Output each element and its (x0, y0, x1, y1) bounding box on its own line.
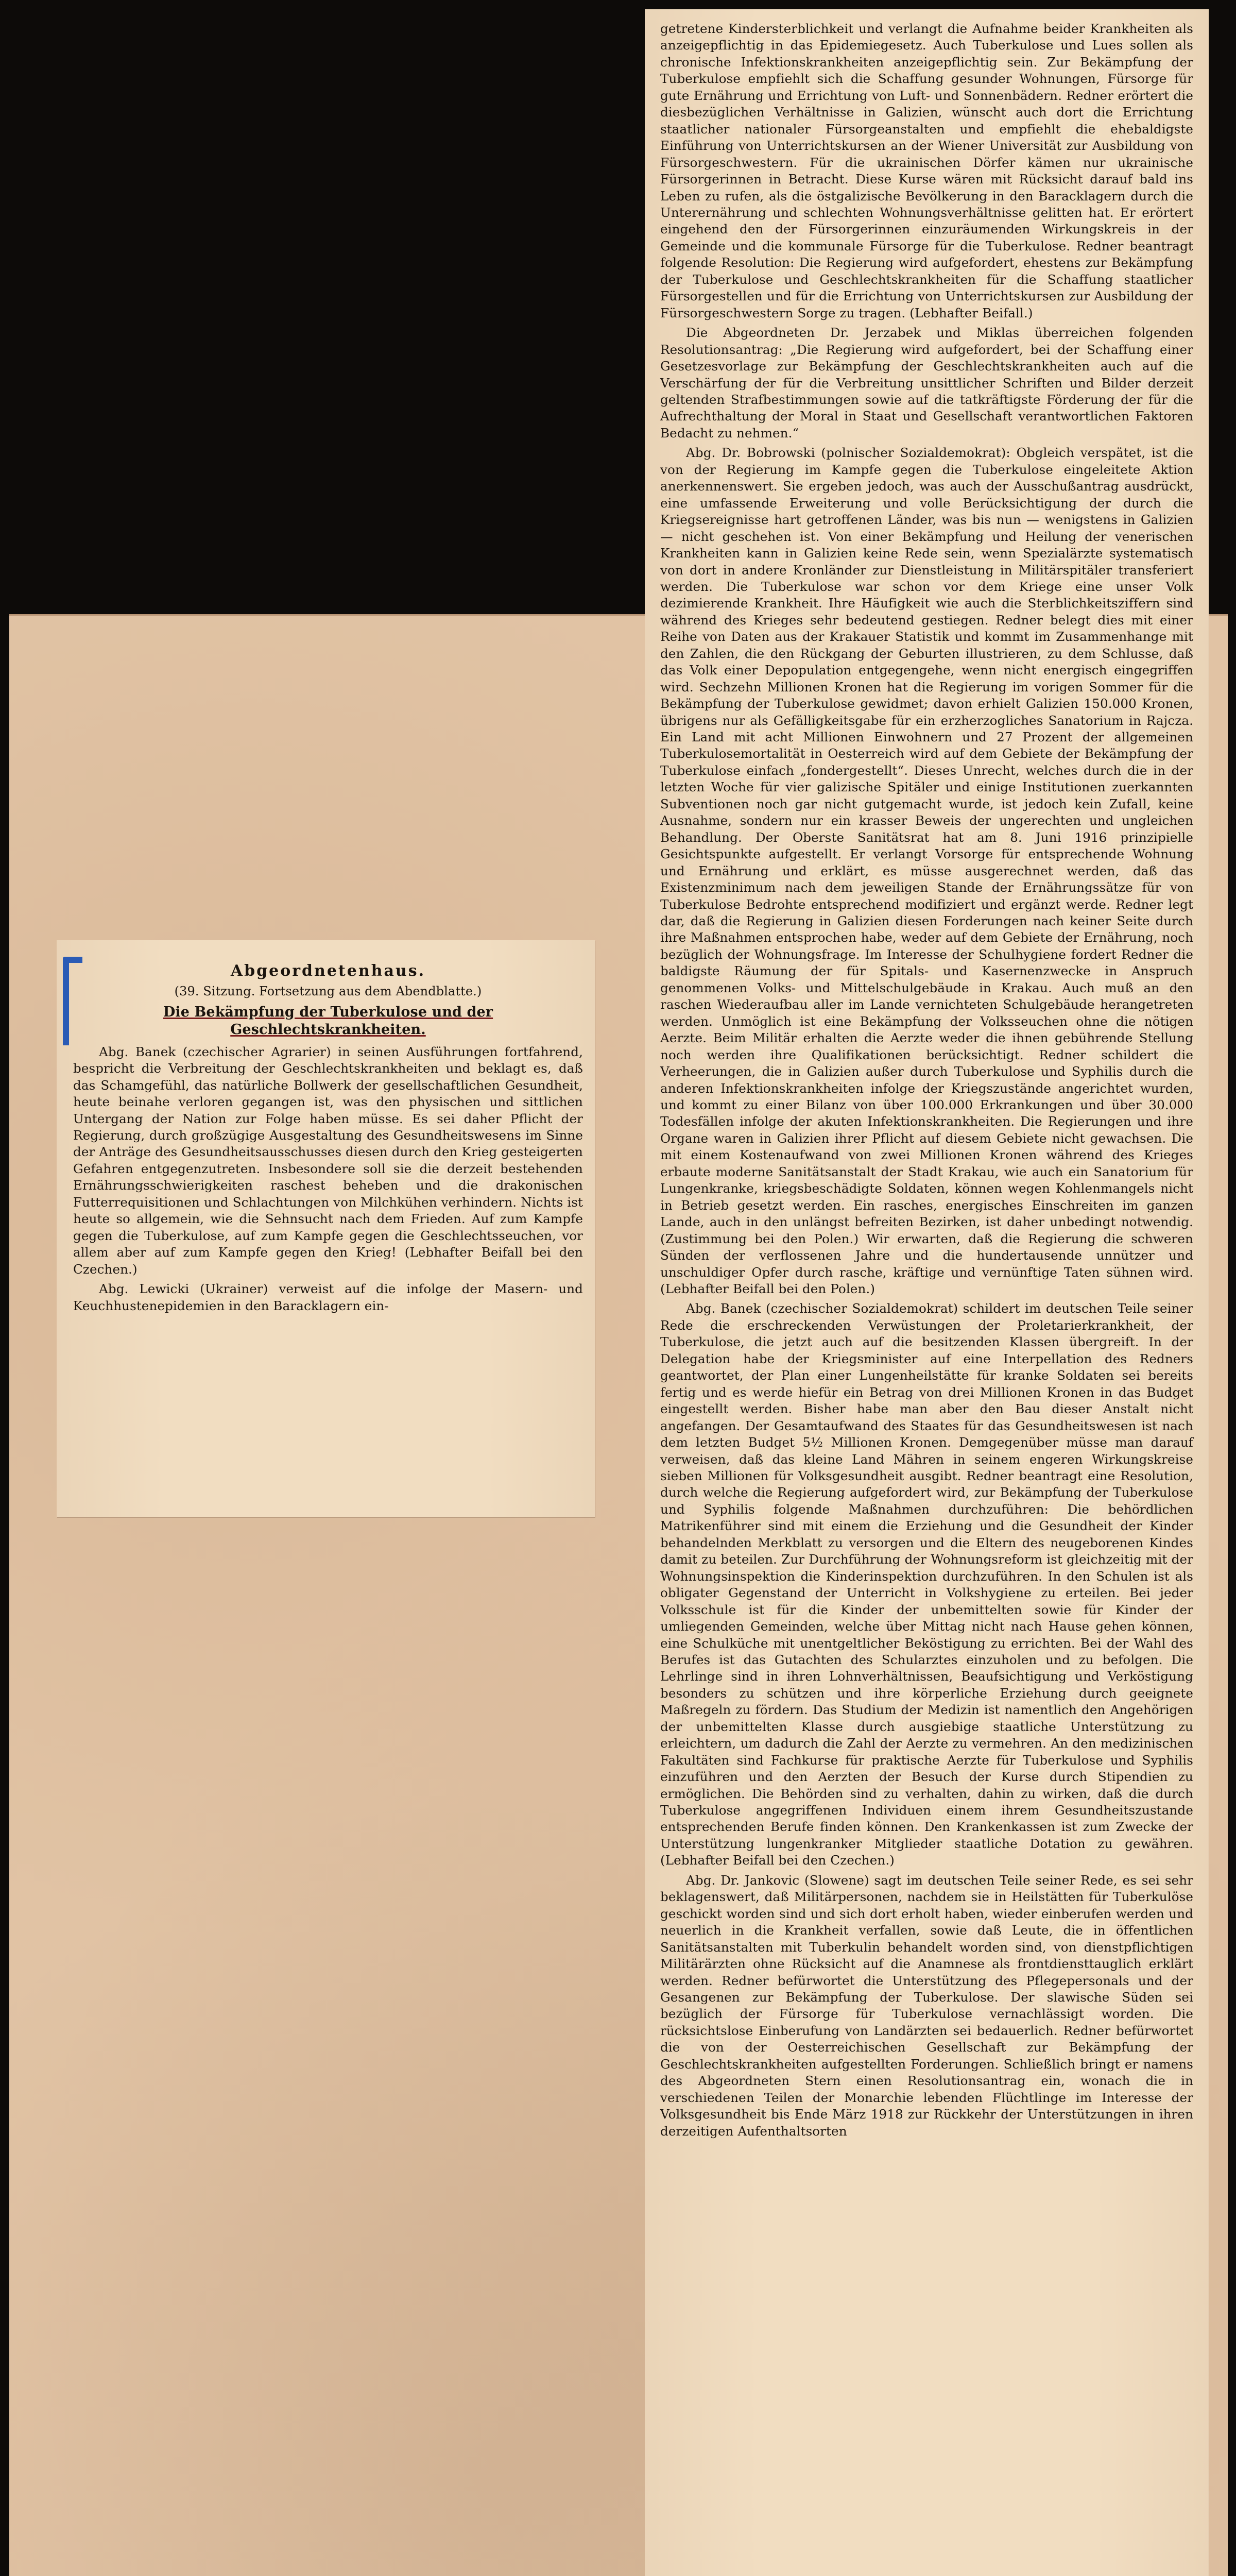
paragraph-lewicki-continued: getretene Kindersterblichkeit und verlangt die Aufnahme beider Krankheiten als anzeigepflichtig in das Epidemiegesetz. Auch Tuberkulose und Lues sollen als chronische Infektionskrankheiten anzeigepflichtig sein. Zur Bekämpfung der Tuberkulose empfiehlt sich die Schaffung gesunder Wohnungen, Fürsorge für gute Ernährung und Errichtung von Luft- und Sonnenbädern. Redner erörtert die diesbezüglichen Verhältnisse in Galizien, wünscht auch dort die Errichtung staatlicher nationaler Fürsorgeanstalten und empfiehlt die ehebaldigste Einführung von Unterrichtskursen an der Wiener Universität zur Ausbildung von Fürsorgeschwestern. Für die ukrainischen Dörfer kämen nur ukrainische Fürsorgerinnen in Betracht. Diese Kurse wären mit Rücksicht darauf bald ins Leben zu rufen, als die östgalizische Bevölkerung in den Baracklagern durch die Unterernährung und schlechten Wohnungsverhältnisse gelitten hat. Er erörtert eingehend den der Fürsorgerinnen einzuräumenden Wirkungskreis in der Gemeinde und die kommunale Fürsorge für die Tuberkulose. Redner beantragt folgende Resolution: Die Regierung wird aufgefordert, ehestens zur Bekämpfung der Tuberkulose und Geschlechtskrankheiten für die Schaffung staatlicher Fürsorgestellen und für die Errichtung von Unterrichtskursen zur Ausbildung der Fürsorgeschwestern Sorge zu tragen. (Lebhafter Beifall.) (660, 21, 1193, 320)
paragraph-banek-social-democrat: Abg. Banek (czechischer Sozialdemokrat) schildert im deutschen Teile seiner Rede die erschreckenden Verwüstungen der Proletarierkrankheit, der Tuberkulose, die jetzt auch auf die besitzenden Klassen übergreift. In der Delegation habe der Kriegsminister auf eine Interpellation des Redners geantwortet, der Plan einer Lungenheilstätte für kranke Soldaten sei bereits fertig und es werde hiefür ein Betrag von drei Millionen Kronen in das Budget eingestellt werden. Bisher habe man aber den Bau dieser Anstalt nicht angefangen. Der Gesamtaufwand des Staates für das Gesundheitswesen ist nach dem letzten Budget 5½ Millionen Kronen. Demgegenüber müsse man darauf verweisen, daß das kleine Land Mähren in seinem engeren Wirkungskreise sieben Millionen für Volksgesundheit ausgibt. Redner beantragt eine Resolution, durch welche die Regierung aufgefordert wird, zur Bekämpfung der Tuberkulose und Syphilis folgende Maßnahmen durchzuführen: Die behördlichen Matrikenführer sind mit einem die Erziehung und die Gesundheit der Kinder behandelnden Merkblatt zu versorgen und die Eltern des neugeborenen Kindes damit zu beteilen. Zur Durchführung der Wohnungsreform ist gleichzeitig mit der Wohnungsinspektion die Kinderinspektion durchzuführen. In den Schulen ist als obligater Gegenstand der Unterricht in Volkshygiene zu erteilen. Bei jeder Volksschule ist für die Kinder der unbemittelten sowie für Kinder der umliegenden Gemeinden, welche über Mittag nicht nach Hause gehen können, eine Schulküche mit unentgeltlicher Beköstigung zu errichten. Bei der Wahl des Berufes ist das Gutachten des Schularztes einzuholen und zu befolgen. Die Lehrlinge sind in ihren Lohnverhältnissen, Beaufsichtigung und Verköstigung besonders zu schützen und ihre körperliche Erziehung durch geeignete Maßregeln zu fördern. Das Studium der Medizin ist namentlich den Angehörigen der unbemittelten Klasse durch ausgiebige staatliche Unterstützung zu erleichtern, um dadurch die Zahl der Aerzte zu vermehren. An den medizinischen Fakultäten sind Fachkurse für praktische Aerzte für Tuberkulose und Syphilis einzuführen und den Aerzten der Besuch der Kurse durch Stipendien zu ermöglichen. Die Behörden sind zu verhalten, dahin zu wirken, daß die durch Tuberkulose angegriffenen Individuen einem ihrem Gesundheitszustande entsprechenden Berufe finden können. Den Krankenkassen ist zum Zwecke der Unterstützung lungenkranker Mitglieder staatliche Dotation zu gewähren. (Lebhafter Beifall bei den Czechen.) (660, 1301, 1193, 1868)
session-line: (39. Sitzung. Fortsetzung aus dem Abendblatte.) (174, 984, 482, 998)
paragraph-jerzabek-miklas: Die Abgeordneten Dr. Jerzabek und Miklas überreichen folgenden Resolutionsantrag: „Die Regierung wird aufgefordert, bei der Schaffung einer Gesetzesvorlage zur Bekämpfung der Geschlechtskrankheiten auch auf die Verschärfung der für die Verbreitung unsittlicher Schriften und Bilder derzeit geltenden Strafbestimmungen sowie auf die tatkräftigste Förderung der für die Aufrechthaltung der Moral in Staat und Gesellschaft verantwortlichen Faktoren Bedacht zu nehmen.“ (660, 325, 1193, 440)
paragraph-bobrowski: Abg. Dr. Bobrowski (polnischer Sozialdemokrat): Obgleich verspätet, ist die von der Regierung im Kampfe gegen die Tuberkulose eingeleitete Aktion anerkennenswert. Sie ergeben jedoch, was auch der Ausschußantrag ausdrückt, eine umfassende Erweiterung und volle Berücksichtigung der durch die Kriegsereignisse hart getroffenen Länder, was bis nun — wenigstens in Galizien — nicht geschehen ist. Von einer Bekämpfung und Heilung der venerischen Krankheiten kann in Galizien keine Rede sein, wenn Spezialärzte systematisch von dort in andere Kronländer zur Dienstleistung in Militärspitäler transferiert werden. Die Tuberkulose war schon vor dem Kriege eine unser Volk dezimierende Krankheit. Ihre Häufigkeit wie auch die Sterblichkeitsziffern sind während des Krieges sehr bedeutend gestiegen. Redner belegt dies mit einer Reihe von Daten aus der Krakauer Statistik und kommt im Zusammenhange mit den Zahlen, die den Rückgang der Geburten illustrieren, zu dem Schlusse, daß das Volk einer Depopulation entgegengehe, wenn nicht energisch eingegriffen wird. Sechzehn Millionen Kronen hat die Regierung im vorigen Sommer für die Bekämpfung der Tuberkulose gewidmet; davon erhielt Galizien 150.000 Kronen, übrigens nur als Gefälligkeitsgabe für ein erzherzogliches Sanatorium in Rajcza. Ein Land mit acht Millionen Einwohnern und 27 Prozent der allgemeinen Tuberkulosemortalität in Oesterreich wird auf dem Gebiete der Bekämpfung der Tuberkulose einfach „fondergestellt“. Dieses Unrecht, welches durch die in der letzten Woche für vier galizische Spitäler und einige Institutionen zuerkannten Subventionen noch gar nicht gutgemacht wurde, ist jedoch kein Zufall, keine Ausnahme, sondern nur ein krasser Beweis der ungerechten und ungleichen Behandlung. Der Oberste Sanitätsrat hat am 8. Juni 1916 prinzipielle Gesichtspunkte aufgestellt. Er verlangt Vorsorge für entsprechende Wohnung und Ernährung und erklärt, es müsse ausgerechnet werden, daß das Existenzminimum nach dem jeweiligen Stande der Ernährungssätze für von Tuberkulose Bedrohte entsprechend modifiziert und ergänzt werde. Redner legt dar, daß die Regierung in Galizien diesen Forderungen nach keiner Seite durch ihre Maßnahmen entsprochen habe, weder auf dem Gebiete der Ernährung, noch bezüglich der Wohnungsfrage. Im Interesse der Schulhygiene fordert Redner die baldigste Räumung der für Spitals- und Kasernenzwecke in Anspruch genommenen Volks- und Mittelschulgebäude in Krakau. Auch muß an den raschen Wiederaufbau aller im Lande vernichteten Schulgebäude herangetreten werden. Unmöglich ist eine Bekämpfung der Volksseuchen ohne die nötigen Aerzte. Beim Militär erhalten die Aerzte weder die ihnen gebührende Stellung noch werden ihre Qualifikationen berücksichtigt. Redner schildert die Verheerungen, die in Galizien außer durch Tuberkulose und Syphilis durch die anderen Infektionskrankheiten infolge der Kriegszustände angerichtet wurden, und kommt zu einer Bilanz von über 100.000 Erkrankungen und über 30.000 Todesfällen infolge der akuten Infektionskrankheiten. Die Regierungen und ihre Organe waren in Galizien ihrer Pflicht auf diesem Gebiete nicht gewachsen. Die mit einem Kostenaufwand von zwei Millionen Kronen während des Krieges erbaute moderne Sanitätsanstalt der Stadt Krakau, wie auch ein Sanatorium für Lungenkranke, kriegsbeschädigte Soldaten, können wegen Kohlenmangels nicht in Betrieb gesetzt werden. Ein rasches, energisches Einschreiten im ganzen Lande, auch in den unlängst befreiten Bezirken, ist daher unbedingt notwendig. (Zustimmung bei den Polen.) Wir erwarten, daß die Regierung die schweren Sünden der verflossenen Jahre und die hundertausende unnützer und unschuldiger Opfer durch rasche, kräftige und vernünftige Taten sühnen wird. (Lebhafter Beifall bei den Polen.) (660, 445, 1193, 1296)
section-title: Abgeordnetenhaus. (230, 962, 426, 980)
left-newspaper-clipping (57, 940, 595, 1517)
article-title-text: Die Bekämpfung der Tuberkulose und der Geschlechtskrankheiten. (163, 1004, 493, 1038)
paragraph-lewicki: Abg. Lewicki (Ukrainer) verweist auf die infolge der Masern- und Keuchhustenepidemien in den Baracklagern ein- (73, 1281, 583, 1313)
header-block (73, 961, 583, 1039)
right-newspaper-clipping (645, 9, 1209, 2576)
article-title (73, 1004, 583, 1039)
left-clipping-text (73, 961, 583, 1314)
paragraph-banek-agrarian: Abg. Banek (czechischer Agrarier) in seinen Ausführungen fortfahrend, bespricht die Verbreitung der Geschlechtskrankheiten und beklagt es, daß das Schamgefühl, das natürliche Bollwerk der gesellschaftlichen Gesundheit, heute beinahe verloren gegangen ist, was den physischen und sittlichen Untergang der Nation zur Folge haben müsse. Es sei daher Pflicht der Regierung, durch großzügige Ausgestaltung des Gesundheitswesens im Sinne der Anträge des Gesundheitsausschusses diesen durch den Krieg gesteigerten Gefahren entgegenzutreten. Insbesondere soll sie die derzeit bestehenden Ernährungsschwierigkeiten raschest beheben und die drakonischen Futterrequisitionen und Schlachtungen von Milchkühen verhindern. Nichts ist heute so allgemein, wie die Sehnsucht nach dem Frieden. Auf zum Kampfe gegen die Tuberkulose, auf zum Kampfe gegen die Geschlechtsseuchen, vor allem aber auf zum Kampfe gegen den Krieg! (Lebhafter Beifall bei den Czechen.) (73, 1044, 583, 1277)
paragraph-jankovic: Abg. Dr. Jankovic (Slowene) sagt im deutschen Teile seiner Rede, es sei sehr beklagenswert, daß Militärpersonen, nachdem sie in Heilstätten für Tuberkulöse geschickt worden sind und sich dort erholt haben, wieder einberufen werden und neuerlich in die Krankheit verfallen, sowie daß Leute, die in öffentlichen Sanitätsanstalten mit Tuberkulin behandelt worden sind, von dienstpflichtigen Militärärzten ohne Rücksicht auf die Anamnese als frontdiensttauglich erklärt werden. Redner befürwortet die Unterstützung des Pflegepersonals und der Gesangenen zur Bekämpfung der Tuberkulose. Der slawische Süden sei bezüglich der Fürsorge für Tuberkulose vernachlässigt worden. Die rücksichtslose Einberufung von Landärzten sei bedauerlich. Redner befürwortet die von der Oesterreichischen Gesellschaft zur Bekämpfung der Geschlechtskrankheiten aufgestellten Forderungen. Schließlich bringt er namens des Abgeordneten Stern einen Resolutionsantrag ein, wonach die in verschiedenen Teilen der Monarchie lebenden Flüchtlinge im Interesse der Volksgesundheit bis Ende März 1918 zur Rückkehr der Unterstützungen in ihren derzeitigen Aufenthaltsorten (660, 1872, 1193, 2139)
blue-pencil-bracket-mark (63, 957, 82, 1045)
right-clipping-text (660, 21, 1193, 2140)
